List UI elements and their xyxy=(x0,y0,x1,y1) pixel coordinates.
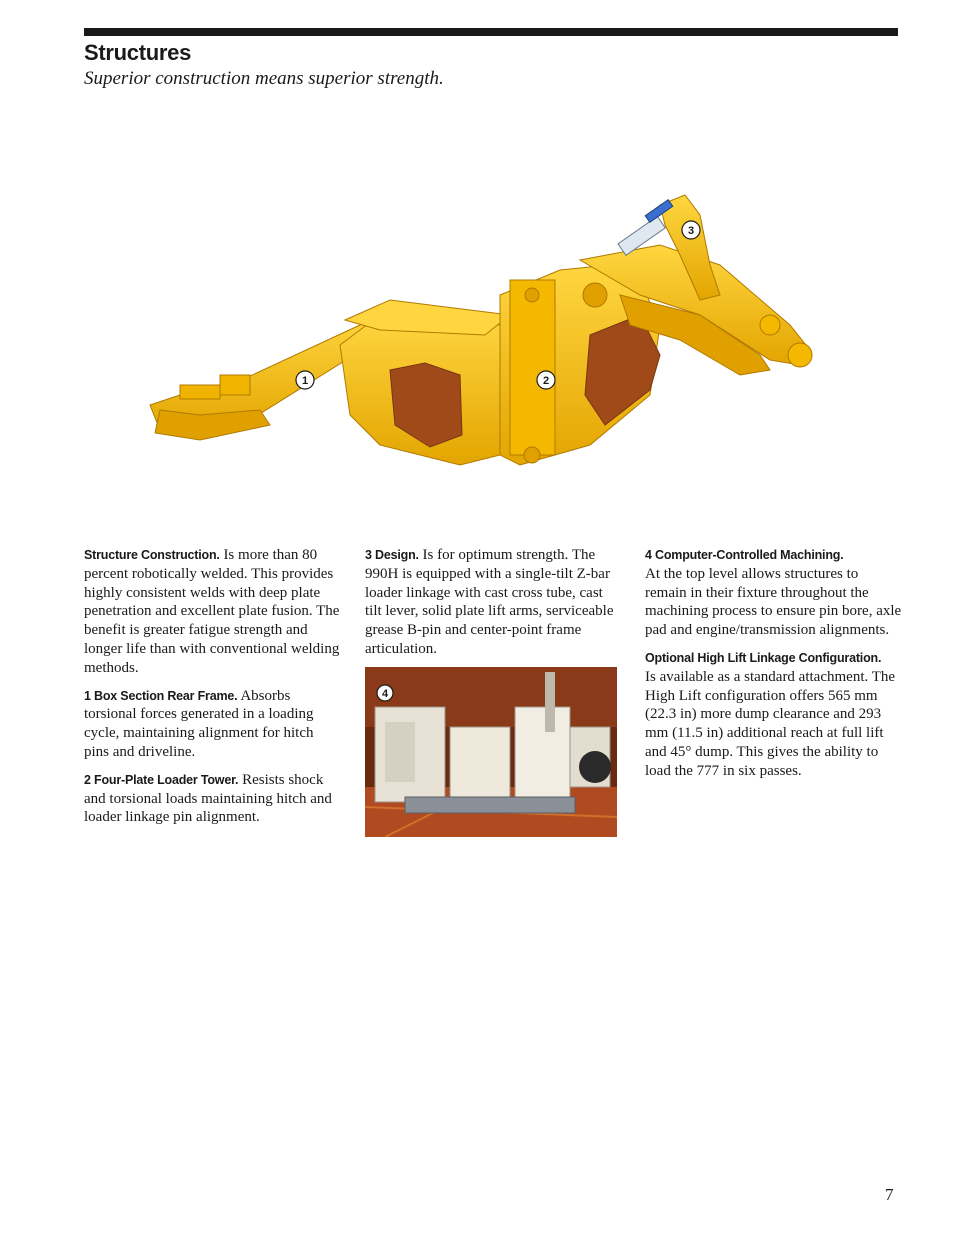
lead-in: 2 Four-Plate Loader Tower. xyxy=(84,772,239,787)
body-text: Absorbs torsional forces generated in a loading cycle, maintaining alignment for hitch pins and driveline. xyxy=(84,687,314,760)
tower-pin-2 xyxy=(524,447,540,463)
page-subtitle: Superior construction means superior strength. xyxy=(84,68,444,89)
machining-photo xyxy=(365,667,617,837)
callout-4-label: 4 xyxy=(381,688,389,700)
callout-4 xyxy=(377,685,393,701)
tower-pin-3 xyxy=(583,283,607,307)
callout-3 xyxy=(682,221,700,239)
paragraph-high-lift-linkage xyxy=(645,649,903,781)
body-text: Is for optimum strength. The 990H is equipped with a single-tilt Z-bar loader linkage with cast cross tube, cast tilt lever, solid plate lift arms, serviceable grease B-pin and center-point frame articulation. xyxy=(365,547,614,657)
text-column-1 xyxy=(84,546,342,836)
loader-frame-illustration xyxy=(140,185,840,485)
paragraph-structure-construction xyxy=(84,546,342,678)
top-rule xyxy=(84,28,898,36)
paragraph-computer-controlled-machining xyxy=(645,546,903,640)
paragraph-four-plate-loader-tower xyxy=(84,771,342,827)
lead-in: Optional High Lift Linkage Configuration. xyxy=(645,650,882,665)
paragraph-design xyxy=(365,546,623,659)
page-title: Structures xyxy=(84,40,192,65)
tower-plate xyxy=(510,280,555,455)
paragraph-box-section-rear-frame xyxy=(84,687,342,762)
text-column-3 xyxy=(645,546,903,790)
lift-arm-pin-2 xyxy=(760,315,780,335)
rear-bracket xyxy=(180,385,220,399)
page-number: 7 xyxy=(885,1185,894,1204)
callout-1-label: 1 xyxy=(301,375,309,387)
callout-2 xyxy=(537,371,555,389)
text-column-2 xyxy=(365,546,623,668)
body-text: At the top level allows structures to remain in their fixture throughout the machining process to ensure pin bore, axle pad and engine/transmission alignments. xyxy=(645,565,902,639)
rear-frame-lower xyxy=(155,410,270,440)
tower-pin xyxy=(525,288,539,302)
body-text: Is more than 80 percent robotically welded. This provides highly consistent welds with deep plate penetration and excellent plate fusion. The benefit is greater fatigue strength and longer life than with conventional welding methods. xyxy=(84,547,340,676)
callout-2-label: 2 xyxy=(542,375,550,387)
lead-in: Structure Construction. xyxy=(84,548,220,562)
callout-1 xyxy=(296,371,314,389)
callout-3-label: 3 xyxy=(687,225,695,237)
lead-in: 3 Design. xyxy=(365,548,419,562)
body-text: Resists shock and torsional loads maintaining hitch and loader linkage pin alignment. xyxy=(84,771,332,826)
lead-in: 1 Box Section Rear Frame. xyxy=(84,688,238,703)
lead-in: 4 Computer-Controlled Machining. xyxy=(645,548,844,562)
rear-bracket-2 xyxy=(220,375,250,395)
body-text: Is available as a standard attachment. The High Lift configuration offers 565 mm (22.3 in) more dump clearance and 293 mm (11.5 in) additional reach at full lift and 45° dump. This gives the ability to load the 777 in six passes. xyxy=(645,668,896,779)
lift-arm-pin xyxy=(788,343,812,367)
